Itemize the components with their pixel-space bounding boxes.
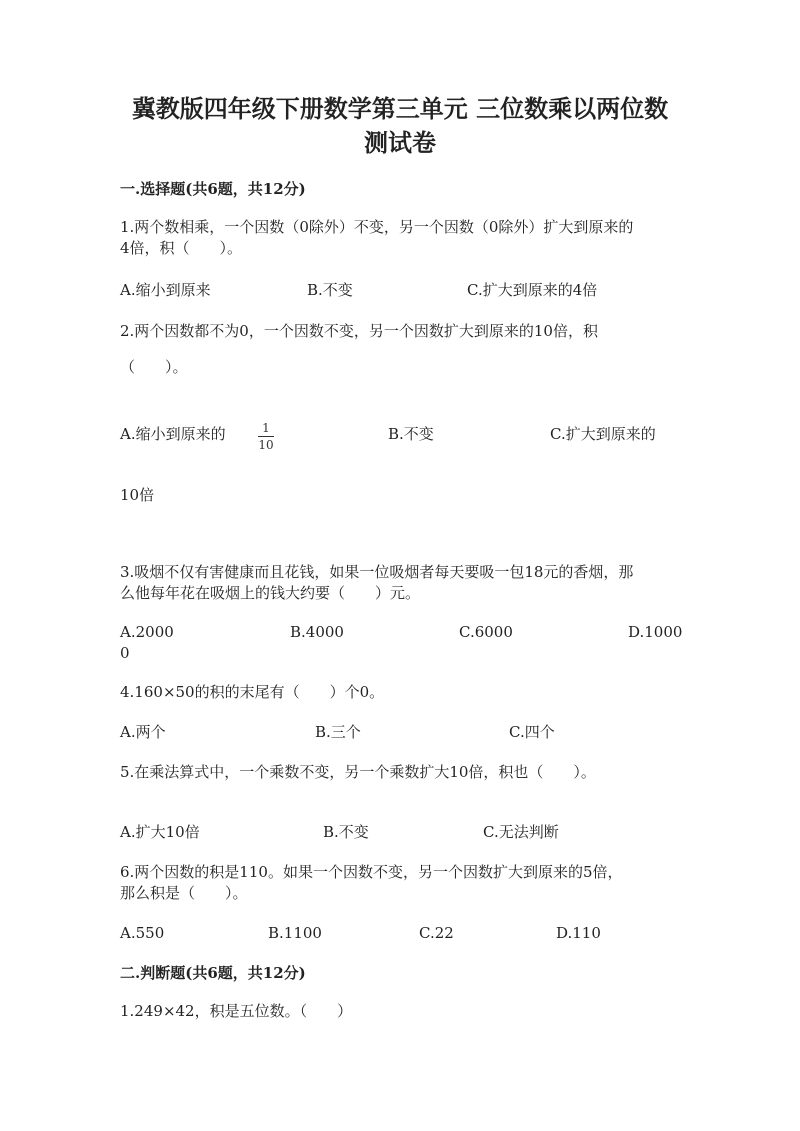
question-6-option-a: A.550 bbox=[120, 924, 165, 942]
question-6-text: 6.两个因数的积是110。如果一个因数不变，另一个因数扩大到原来的5倍， bbox=[120, 863, 623, 881]
question-4-text: 4.160×50的积的末尾有（ ）个0。 bbox=[120, 683, 385, 701]
question-2-option-c: C.扩大到原来的 bbox=[550, 425, 656, 443]
question-1-option-c: C.扩大到原来的4倍 bbox=[467, 281, 598, 299]
section-heading-choice: 一.选择题(共6题，共12分) bbox=[120, 180, 306, 198]
question-2-option-b: B.不变 bbox=[388, 425, 434, 443]
page-title-line1: 冀教版四年级下册数学第三单元 三位数乘以两位数 bbox=[131, 94, 669, 123]
question-1-option-a: A.缩小到原来 bbox=[120, 281, 211, 299]
question-3-text: 3.吸烟不仅有害健康而且花钱，如果一位吸烟者每天要吸一包18元的香烟，那 bbox=[120, 563, 634, 581]
fraction-denominator: 10 bbox=[258, 438, 274, 452]
question-3-option-a: A.2000 bbox=[120, 623, 174, 641]
question-5-option-a: A.扩大10倍 bbox=[120, 823, 200, 841]
question-6-option-c: C.22 bbox=[419, 924, 454, 942]
fraction-one-tenth bbox=[258, 421, 274, 452]
question-2-text: 2.两个因数都不为0，一个因数不变，另一个因数扩大到原来的10倍，积 bbox=[120, 322, 598, 340]
question-2-text-cont: （ ）。 bbox=[120, 358, 188, 376]
question-4-option-a: A.两个 bbox=[120, 723, 166, 741]
question-3-option-b: B.4000 bbox=[290, 623, 344, 641]
question-5-option-b: B.不变 bbox=[323, 823, 369, 841]
question-2-option-c-cont: 10倍 bbox=[120, 486, 155, 504]
section-heading-judgement: 二.判断题(共6题，共12分) bbox=[120, 964, 306, 982]
question-3-option-d: D.1000 bbox=[628, 623, 683, 641]
fraction-bar bbox=[258, 436, 274, 437]
question-3-text-cont: 么他每年花在吸烟上的钱大约要（ ）元。 bbox=[120, 584, 421, 602]
question-5-option-c: C.无法判断 bbox=[483, 823, 559, 841]
question-1-option-b: B.不变 bbox=[307, 281, 353, 299]
question-6-option-d: D.110 bbox=[556, 924, 601, 942]
question-6-option-b: B.1100 bbox=[268, 924, 322, 942]
page-title-line2: 测试卷 bbox=[364, 128, 436, 157]
question-4-option-b: B.三个 bbox=[315, 723, 361, 741]
question-3-option-d-cont: 0 bbox=[120, 644, 130, 662]
question-6-text-cont: 那么积是（ ）。 bbox=[120, 884, 248, 902]
question-2-option-a: A.缩小到原来的 bbox=[120, 425, 226, 443]
fraction-numerator: 1 bbox=[262, 421, 270, 435]
question-3-option-c: C.6000 bbox=[459, 623, 513, 641]
question-1-text-cont: 4倍，积（ ）。 bbox=[120, 239, 243, 257]
question-1-text: 1.两个数相乘，一个因数（0除外）不变，另一个因数（0除外）扩大到原来的 bbox=[120, 218, 634, 236]
question-5-text: 5.在乘法算式中，一个乘数不变，另一个乘数扩大10倍，积也（ ）。 bbox=[120, 763, 596, 781]
question-4-option-c: C.四个 bbox=[509, 723, 555, 741]
judgement-1-text: 1.249×42，积是五位数。（ ） bbox=[120, 1002, 353, 1020]
